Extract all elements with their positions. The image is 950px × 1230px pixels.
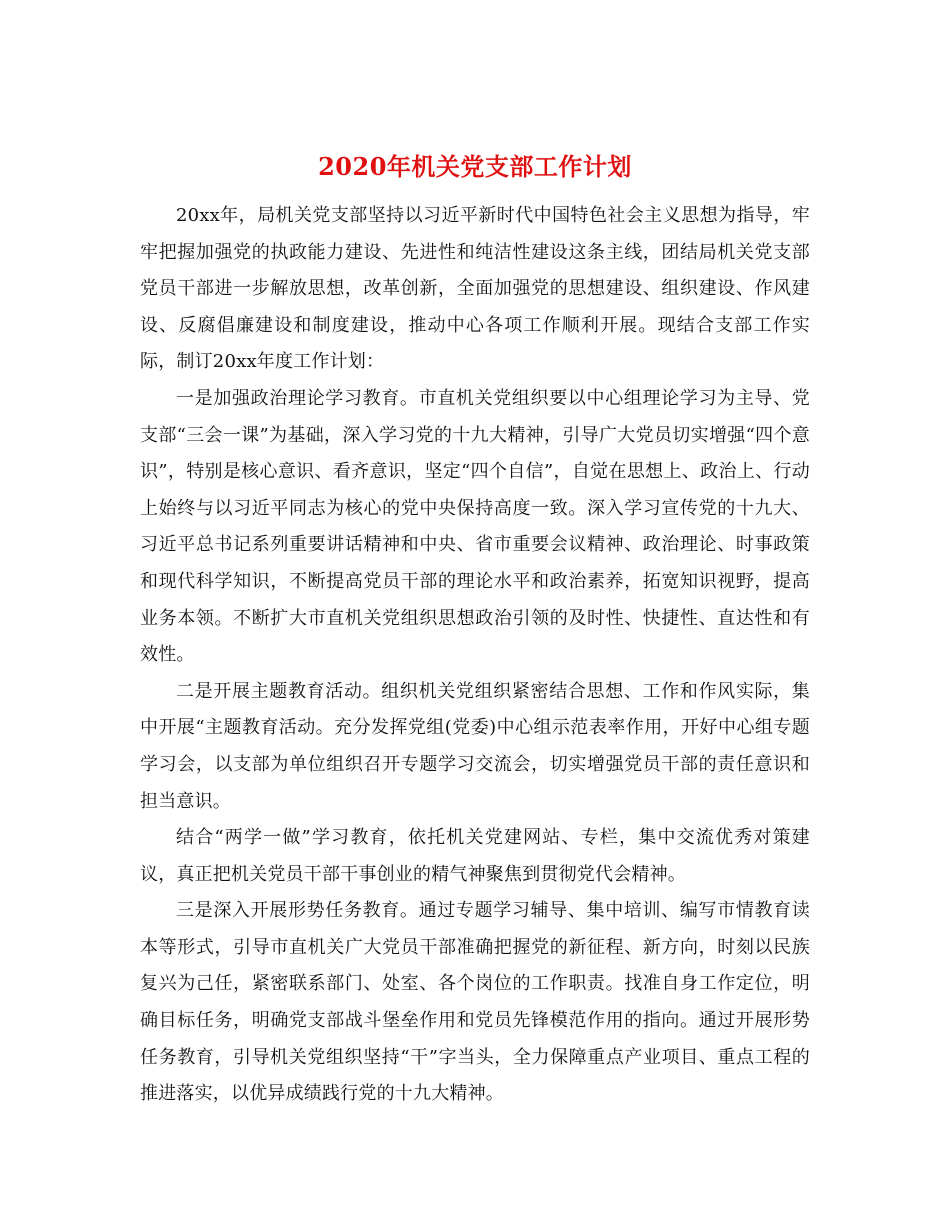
paragraph-two-studies: 结合“两学一做”学习教育，依托机关党建网站、专栏，集中交流优秀对策建议，真正把机关党员干部干事创业的精气神聚焦到贯彻党代会精神。 [140, 827, 810, 885]
paragraph-political-study: 一是加强政治理论学习教育。市直机关党组织要以中心组理论学习为主导、党支部“三会一课”为基础，深入学习党的十九大精神，引导广大党员切实增强“四个意识”，特别是核心意识、看齐意识，坚定“四个自信”，自觉在思想上、政治上、行动上始终与以习近平同志为核心的党中央保持高度一致。深入学习宣传党的十九大、习近平总书记系列重要讲话精神和中央、省市重要会议精神、政治理论、时事政策和现代科学知识，不断提高党员干部的理论水平和政治素养，拓宽知识视野，提高业务本领。不断扩大市直机关党组织思想政治引领的及时性、快捷性、直达性和有效性。 [140, 387, 810, 666]
paragraph-situation-education: 三是深入开展形势任务教育。通过专题学习辅导、集中培训、编写市情教育读本等形式，引导市直机关广大党员干部准确把握党的新征程、新方向，时刻以民族复兴为己任，紧密联系部门、处室、各个岗位的工作职责。找准自身工作定位，明确目标任务，明确党支部战斗堡垒作用和党员先锋模范作用的指向。通过开展形势任务教育，引导机关党组织坚持“干”字当头，全力保障重点产业项目、重点工程的推进落实，以优异成绩践行党的十九大精神。 [140, 900, 810, 1105]
document-title: 2020年机关党支部工作计划 [318, 152, 632, 182]
paragraph-theme-education: 二是开展主题教育活动。组织机关党组织紧密结合思想、工作和作风实际，集中开展“主题教育活动。充分发挥党组(党委)中心组示范表率作用，开好中心组专题学习会，以支部为单位组织召开专题学习交流会，切实增强党员干部的责任意识和担当意识。 [140, 680, 810, 812]
document-body [140, 198, 810, 1113]
paragraph-intro: 20xx年，局机关党支部坚持以习近平新时代中国特色社会主义思想为指导，牢牢把握加强党的执政能力建设、先进性和纯洁性建设这条主线，团结局机关党支部党员干部进一步解放思想，改革创新，全面加强党的思想建设、组织建设、作风建设、反腐倡廉建设和制度建设，推动中心各项工作顺利开展。现结合支部工作实际，制订20xx年度工作计划： [140, 205, 810, 373]
